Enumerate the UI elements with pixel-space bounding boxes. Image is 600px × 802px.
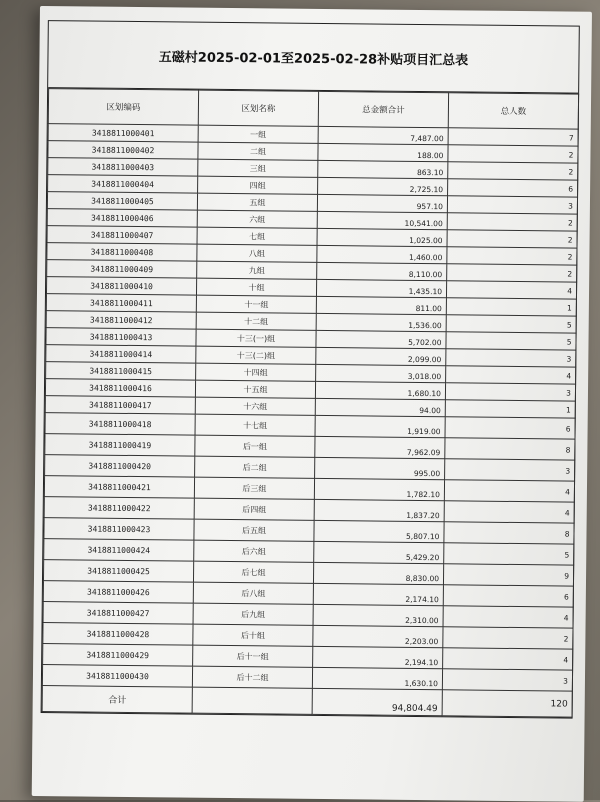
row-name: 后十二组 [192, 666, 312, 688]
row-name: 二组 [198, 142, 318, 160]
row-name: 后二组 [195, 456, 315, 478]
header-code: 区划编码 [48, 89, 198, 126]
row-code: 3418811000426 [43, 581, 193, 604]
row-amount: 3,018.00 [316, 364, 446, 382]
row-count: 2 [448, 162, 578, 180]
row-name: 后六组 [194, 540, 314, 562]
row-code: 3418811000404 [48, 175, 198, 194]
row-code: 3418811000430 [42, 665, 192, 688]
row-name: 后八组 [193, 582, 313, 604]
row-amount: 2,203.00 [313, 625, 443, 647]
row-name: 十一组 [196, 295, 316, 313]
header-row [48, 89, 578, 130]
row-count: 7 [448, 128, 578, 146]
total-empty-cell [192, 687, 312, 714]
row-name: 后十一组 [193, 645, 313, 667]
row-name: 后一组 [195, 435, 315, 457]
row-code: 3418811000417 [45, 396, 195, 415]
row-code: 3418811000421 [44, 476, 194, 499]
row-name: 九组 [197, 261, 317, 279]
row-count: 8 [445, 438, 575, 460]
row-amount: 1,536.00 [316, 313, 446, 331]
total-count: 120 [442, 690, 572, 717]
row-count: 4 [446, 281, 576, 299]
row-count: 8 [444, 522, 574, 544]
row-amount: 863.10 [318, 160, 448, 178]
row-code: 3418811000412 [46, 311, 196, 330]
row-amount: 1,680.10 [315, 381, 445, 399]
row-amount: 1,460.00 [317, 245, 447, 263]
row-code: 3418811000403 [48, 158, 198, 177]
row-name: 后四组 [194, 498, 314, 520]
row-code: 3418811000425 [43, 560, 193, 583]
row-count: 5 [444, 543, 574, 565]
row-name: 四组 [198, 176, 318, 194]
row-code: 3418811000401 [48, 124, 198, 143]
row-name: 后九组 [193, 603, 313, 625]
row-count: 3 [445, 459, 575, 481]
row-name: 六组 [197, 210, 317, 228]
row-count: 2 [447, 230, 577, 248]
row-amount: 5,702.00 [316, 330, 446, 348]
row-name: 十三(一)组 [196, 329, 316, 347]
row-amount: 2,725.10 [318, 177, 448, 195]
row-name: 五组 [197, 193, 317, 211]
row-code: 3418811000415 [46, 362, 196, 381]
row-count: 4 [443, 648, 573, 670]
row-code: 3418811000419 [45, 434, 195, 457]
row-code: 3418811000423 [44, 518, 194, 541]
row-name: 后三组 [194, 477, 314, 499]
row-count: 1 [446, 298, 576, 316]
summary-table-frame [41, 20, 580, 719]
row-amount: 7,487.00 [318, 126, 448, 144]
row-code: 3418811000410 [46, 277, 196, 296]
summary-table [42, 88, 580, 718]
row-name: 一组 [198, 125, 318, 143]
row-code: 3418811000420 [45, 455, 195, 478]
row-amount: 1,919.00 [315, 415, 445, 437]
header-name: 区划名称 [198, 90, 318, 126]
row-count: 1 [445, 400, 575, 418]
row-code: 3418811000411 [46, 294, 196, 313]
row-amount: 811.00 [316, 296, 446, 314]
row-name: 十六组 [195, 397, 315, 415]
table-title: 五磁村2025-02-01至2025-02-28补贴项目汇总表 [48, 21, 579, 94]
row-name: 十二组 [196, 312, 316, 330]
row-count: 9 [443, 564, 573, 586]
row-name: 七组 [197, 227, 317, 245]
row-count: 3 [447, 196, 577, 214]
row-amount: 2,310.00 [313, 604, 443, 626]
row-name: 十五组 [195, 380, 315, 398]
row-code: 3418811000429 [43, 644, 193, 667]
total-row [42, 686, 572, 718]
row-amount: 1,837.20 [314, 499, 444, 521]
row-count: 4 [444, 501, 574, 523]
row-count: 6 [448, 179, 578, 197]
row-code: 3418811000416 [45, 379, 195, 398]
row-code: 3418811000414 [46, 345, 196, 364]
row-count: 4 [444, 480, 574, 502]
row-count: 3 [445, 383, 575, 401]
row-name: 三组 [198, 159, 318, 177]
row-amount: 5,429.20 [314, 541, 444, 563]
row-name: 后七组 [193, 561, 313, 583]
row-amount: 957.10 [317, 194, 447, 212]
header-amount: 总金额合计 [318, 91, 448, 127]
row-name: 后五组 [194, 519, 314, 541]
row-name: 八组 [197, 244, 317, 262]
row-amount: 8,830.00 [313, 562, 443, 584]
row-amount: 2,194.10 [313, 646, 443, 668]
row-count: 4 [446, 366, 576, 384]
row-amount: 1,782.10 [314, 478, 444, 500]
row-count: 2 [443, 627, 573, 649]
row-amount: 94.00 [315, 398, 445, 416]
header-count: 总人数 [448, 93, 578, 129]
row-count: 5 [446, 332, 576, 350]
row-count: 3 [446, 349, 576, 367]
row-code: 3418811000424 [44, 539, 194, 562]
row-amount: 1,630.10 [312, 667, 442, 689]
row-count: 2 [447, 247, 577, 265]
row-code: 3418811000413 [46, 328, 196, 347]
row-code: 3418811000407 [47, 226, 197, 245]
row-code: 3418811000402 [48, 141, 198, 160]
row-count: 2 [447, 213, 577, 231]
row-code: 3418811000408 [47, 243, 197, 262]
row-code: 3418811000406 [47, 209, 197, 228]
row-amount: 1,025.00 [317, 228, 447, 246]
row-code: 3418811000418 [45, 413, 195, 436]
row-amount: 188.00 [318, 143, 448, 161]
row-amount: 8,110.00 [317, 262, 447, 280]
total-amount: 94,804.49 [312, 688, 442, 715]
row-amount: 10,541.00 [317, 211, 447, 229]
row-amount: 2,174.10 [313, 583, 443, 605]
row-count: 2 [447, 264, 577, 282]
row-code: 3418811000409 [47, 260, 197, 279]
row-name: 十七组 [195, 414, 315, 436]
row-code: 3418811000422 [44, 497, 194, 520]
row-count: 6 [443, 585, 573, 607]
total-label: 合计 [42, 686, 192, 714]
row-amount: 995.00 [315, 457, 445, 479]
row-amount: 7,962.09 [315, 436, 445, 458]
row-name: 十组 [196, 278, 316, 296]
table-body [42, 124, 578, 692]
row-code: 3418811000428 [43, 623, 193, 646]
row-code: 3418811000405 [47, 192, 197, 211]
row-name: 十四组 [196, 363, 316, 381]
row-count: 6 [445, 417, 575, 439]
row-code: 3418811000427 [43, 602, 193, 625]
row-amount: 2,099.00 [316, 347, 446, 365]
row-amount: 1,435.10 [316, 279, 446, 297]
row-count: 2 [448, 145, 578, 163]
row-name: 后十组 [193, 624, 313, 646]
row-amount: 5,807.10 [314, 520, 444, 542]
row-count: 3 [442, 669, 572, 691]
row-count: 4 [443, 606, 573, 628]
row-name: 十三(二)组 [196, 346, 316, 364]
row-count: 5 [446, 315, 576, 333]
paper-sheet [32, 6, 592, 802]
